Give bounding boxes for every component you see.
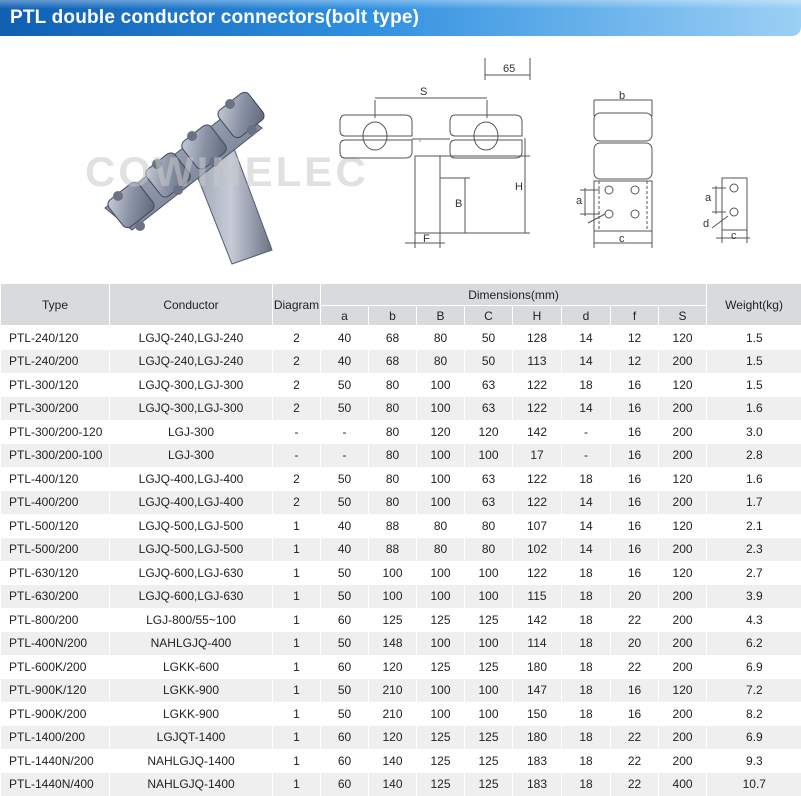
cell-a: 50	[321, 397, 369, 421]
cell-conductor: LGJQ-300,LGJ-300	[110, 373, 273, 397]
cell-diagram: 2	[273, 467, 321, 491]
page-title: PTL double conductor connectors(bolt type)	[10, 7, 419, 29]
table-body	[1, 326, 801, 796]
cell-d: 18	[562, 655, 611, 679]
cell-s: 200	[659, 491, 707, 515]
cell-s: 200	[659, 655, 707, 679]
cell-conductor: LGJQ-240,LGJ-240	[110, 350, 273, 374]
cell-conductor: LGJ-300	[110, 420, 273, 444]
cell-b: 80	[417, 538, 465, 562]
cell-diagram: 2	[273, 350, 321, 374]
cell-s: 200	[659, 726, 707, 750]
header-type: Type	[1, 284, 110, 326]
cell-b: 80	[417, 326, 465, 350]
cell-b: 80	[369, 420, 417, 444]
cell-diagram: 1	[273, 632, 321, 656]
cell-type: PTL-400/120	[1, 467, 110, 491]
cell-b: 125	[417, 608, 465, 632]
cell-b: 125	[417, 773, 465, 796]
cell-s: 200	[659, 702, 707, 726]
cell-h: 180	[513, 726, 562, 750]
cell-diagram: 1	[273, 561, 321, 585]
cell-b: 80	[417, 350, 465, 374]
cell-s: 120	[659, 514, 707, 538]
cell-s: 200	[659, 632, 707, 656]
cell-f: 16	[611, 373, 659, 397]
table-row	[1, 397, 801, 421]
cell-f: 16	[611, 561, 659, 585]
cell-b: 80	[369, 444, 417, 468]
cell-diagram: 2	[273, 373, 321, 397]
cell-a: 50	[321, 679, 369, 703]
cell-d: 14	[562, 350, 611, 374]
cell-conductor: LGJQ-400,LGJ-400	[110, 467, 273, 491]
cell-b: 80	[369, 467, 417, 491]
cell-f: 16	[611, 467, 659, 491]
cell-s: 200	[659, 420, 707, 444]
cell-b: 125	[417, 749, 465, 773]
header-dimensions: Dimensions(mm)	[321, 284, 707, 306]
cell-diagram: 1	[273, 514, 321, 538]
table-row	[1, 608, 801, 632]
figure-area	[0, 38, 801, 283]
cell-d: -	[562, 420, 611, 444]
cell-f: 20	[611, 632, 659, 656]
cell-h: 142	[513, 420, 562, 444]
cell-f: 20	[611, 585, 659, 609]
cell-d: 14	[562, 491, 611, 515]
cell-type: PTL-300/120	[1, 373, 110, 397]
cell-diagram: -	[273, 420, 321, 444]
cell-diagram: 2	[273, 397, 321, 421]
cell-h: 180	[513, 655, 562, 679]
cell-c: 100	[465, 702, 513, 726]
dim-label-c: c	[619, 233, 625, 245]
cell-c: 120	[465, 420, 513, 444]
cell-conductor: LGKK-900	[110, 679, 273, 703]
table-row	[1, 585, 801, 609]
cell-b: 68	[369, 350, 417, 374]
spec-table	[0, 283, 801, 796]
cell-diagram: 1	[273, 773, 321, 796]
cell-h: 122	[513, 491, 562, 515]
cell-b: 100	[417, 467, 465, 491]
cell-type: PTL-630/120	[1, 561, 110, 585]
cell-weight: 7.2	[707, 679, 801, 703]
cell-conductor: LGKK-600	[110, 655, 273, 679]
cell-weight: 6.9	[707, 655, 801, 679]
cell-f: 12	[611, 326, 659, 350]
cell-b: 140	[369, 773, 417, 796]
cell-a: 50	[321, 632, 369, 656]
cell-type: PTL-400/200	[1, 491, 110, 515]
cell-d: -	[562, 444, 611, 468]
cell-conductor: LGJQ-300,LGJ-300	[110, 397, 273, 421]
cell-c: 100	[465, 632, 513, 656]
cell-f: 16	[611, 444, 659, 468]
cell-c: 50	[465, 326, 513, 350]
cell-d: 14	[562, 326, 611, 350]
cell-a: -	[321, 420, 369, 444]
dim-label-s: S	[420, 86, 427, 98]
cell-d: 18	[562, 585, 611, 609]
cell-type: PTL-400N/200	[1, 632, 110, 656]
cell-type: PTL-630/200	[1, 585, 110, 609]
cell-b: 125	[417, 726, 465, 750]
cell-h: 114	[513, 632, 562, 656]
cell-b: 100	[417, 397, 465, 421]
cell-weight: 3.0	[707, 420, 801, 444]
cell-b: 100	[369, 561, 417, 585]
cell-weight: 9.3	[707, 749, 801, 773]
cell-type: PTL-900K/120	[1, 679, 110, 703]
table-row	[1, 373, 801, 397]
cell-conductor: LGJQ-500,LGJ-500	[110, 514, 273, 538]
table-row	[1, 702, 801, 726]
cell-conductor: LGJQ-600,LGJ-630	[110, 585, 273, 609]
cell-weight: 3.9	[707, 585, 801, 609]
cell-conductor: LGJ-800/55~100	[110, 608, 273, 632]
cell-b: 80	[369, 491, 417, 515]
cell-conductor: LGJQ-600,LGJ-630	[110, 561, 273, 585]
cell-d: 18	[562, 632, 611, 656]
cell-b: 125	[369, 608, 417, 632]
cell-h: 122	[513, 561, 562, 585]
cell-b: 120	[417, 420, 465, 444]
cell-h: 115	[513, 585, 562, 609]
cell-s: 120	[659, 467, 707, 491]
cell-b: 210	[369, 679, 417, 703]
cell-c: 100	[465, 561, 513, 585]
cell-b: 80	[369, 397, 417, 421]
cell-b: 120	[369, 726, 417, 750]
cell-conductor: LGJQ-400,LGJ-400	[110, 491, 273, 515]
cell-a: 50	[321, 585, 369, 609]
cell-a: 50	[321, 373, 369, 397]
cell-f: 16	[611, 679, 659, 703]
dim-label-d: d	[703, 218, 709, 230]
cell-b: 125	[417, 655, 465, 679]
table-row	[1, 655, 801, 679]
cell-h: 102	[513, 538, 562, 562]
header-dim-3: C	[465, 306, 513, 326]
cell-f: 16	[611, 491, 659, 515]
cell-weight: 2.3	[707, 538, 801, 562]
cell-d: 18	[562, 773, 611, 796]
cell-b: 100	[417, 373, 465, 397]
cell-b: 100	[417, 585, 465, 609]
header-dim-2: B	[417, 306, 465, 326]
cell-a: 60	[321, 773, 369, 796]
cell-conductor: LGJ-300	[110, 444, 273, 468]
cell-diagram: 1	[273, 655, 321, 679]
table-row	[1, 632, 801, 656]
cell-s: 120	[659, 373, 707, 397]
cell-a: 40	[321, 538, 369, 562]
header-conductor: Conductor	[110, 284, 273, 326]
cell-h: 150	[513, 702, 562, 726]
cell-weight: 1.7	[707, 491, 801, 515]
cell-s: 200	[659, 444, 707, 468]
cell-b: 100	[369, 585, 417, 609]
table-row	[1, 773, 801, 796]
dim-label-b: b	[619, 90, 625, 102]
cell-d: 18	[562, 702, 611, 726]
cell-diagram: 1	[273, 679, 321, 703]
cell-b: 80	[369, 373, 417, 397]
cell-f: 16	[611, 702, 659, 726]
cell-type: PTL-600K/200	[1, 655, 110, 679]
cell-s: 200	[659, 397, 707, 421]
cell-f: 16	[611, 538, 659, 562]
cell-b: 68	[369, 326, 417, 350]
cell-weight: 8.2	[707, 702, 801, 726]
cell-b: 88	[369, 514, 417, 538]
table-row	[1, 514, 801, 538]
cell-c: 63	[465, 397, 513, 421]
cell-conductor: LGKK-900	[110, 702, 273, 726]
watermark: COWINELEC	[85, 148, 369, 196]
cell-s: 200	[659, 538, 707, 562]
cell-b: 148	[369, 632, 417, 656]
cell-d: 18	[562, 726, 611, 750]
cell-diagram: 1	[273, 538, 321, 562]
cell-s: 200	[659, 608, 707, 632]
cell-type: PTL-800/200	[1, 608, 110, 632]
cell-weight: 2.7	[707, 561, 801, 585]
cell-b: 140	[369, 749, 417, 773]
cell-s: 400	[659, 773, 707, 796]
cell-diagram: 1	[273, 702, 321, 726]
title-bar	[0, 0, 801, 38]
cell-c: 80	[465, 514, 513, 538]
cell-conductor: NAHLGJQ-400	[110, 632, 273, 656]
dim-label-65: 65	[503, 63, 515, 75]
cell-b: 100	[417, 679, 465, 703]
dim-label-bb: B	[455, 198, 462, 210]
cell-weight: 10.7	[707, 773, 801, 796]
cell-a: 60	[321, 749, 369, 773]
dim-label-c2: c	[731, 230, 737, 242]
cell-conductor: LGJQT-1400	[110, 726, 273, 750]
cell-h: 128	[513, 326, 562, 350]
cell-h: 113	[513, 350, 562, 374]
cell-weight: 1.6	[707, 397, 801, 421]
cell-d: 18	[562, 608, 611, 632]
cell-f: 16	[611, 514, 659, 538]
cell-a: 50	[321, 491, 369, 515]
cell-s: 120	[659, 561, 707, 585]
cell-type: PTL-300/200-100	[1, 444, 110, 468]
cell-weight: 6.9	[707, 726, 801, 750]
cell-a: -	[321, 444, 369, 468]
cell-s: 120	[659, 679, 707, 703]
cell-c: 125	[465, 655, 513, 679]
cell-c: 125	[465, 773, 513, 796]
cell-c: 63	[465, 491, 513, 515]
cell-a: 60	[321, 726, 369, 750]
cell-h: 122	[513, 373, 562, 397]
cell-a: 60	[321, 655, 369, 679]
table-row	[1, 420, 801, 444]
cell-f: 22	[611, 749, 659, 773]
cell-conductor: LGJQ-240,LGJ-240	[110, 326, 273, 350]
cell-diagram: 1	[273, 585, 321, 609]
dim-label-f: F	[423, 233, 430, 245]
header-dim-1: b	[369, 306, 417, 326]
cell-d: 14	[562, 397, 611, 421]
cell-a: 50	[321, 702, 369, 726]
header-dim-4: H	[513, 306, 562, 326]
cell-c: 50	[465, 350, 513, 374]
cell-type: PTL-900K/200	[1, 702, 110, 726]
cell-c: 125	[465, 608, 513, 632]
cell-c: 80	[465, 538, 513, 562]
cell-weight: 1.5	[707, 373, 801, 397]
cell-b: 100	[417, 561, 465, 585]
cell-c: 100	[465, 585, 513, 609]
cell-c: 100	[465, 679, 513, 703]
dim-label-a2: a	[705, 192, 711, 204]
cell-h: 122	[513, 467, 562, 491]
cell-b: 80	[417, 514, 465, 538]
cell-f: 12	[611, 350, 659, 374]
cell-conductor: LGJQ-500,LGJ-500	[110, 538, 273, 562]
header-dim-6: f	[611, 306, 659, 326]
cell-h: 142	[513, 608, 562, 632]
table-row	[1, 538, 801, 562]
table-row	[1, 491, 801, 515]
cell-d: 18	[562, 561, 611, 585]
cell-f: 16	[611, 420, 659, 444]
cell-a: 40	[321, 350, 369, 374]
cell-weight: 1.5	[707, 326, 801, 350]
cell-c: 63	[465, 373, 513, 397]
cell-diagram: 2	[273, 491, 321, 515]
cell-b: 120	[369, 655, 417, 679]
table-row	[1, 749, 801, 773]
cell-conductor: NAHLGJQ-1400	[110, 749, 273, 773]
cell-b: 100	[417, 702, 465, 726]
cell-h: 122	[513, 397, 562, 421]
cell-h: 17	[513, 444, 562, 468]
cell-weight: 1.6	[707, 467, 801, 491]
cell-weight: 2.1	[707, 514, 801, 538]
cell-weight: 2.8	[707, 444, 801, 468]
cell-weight: 6.2	[707, 632, 801, 656]
cell-weight: 1.5	[707, 350, 801, 374]
cell-type: PTL-1400/200	[1, 726, 110, 750]
cell-conductor: NAHLGJQ-1400	[110, 773, 273, 796]
table-row	[1, 561, 801, 585]
cell-f: 22	[611, 726, 659, 750]
cell-b: 88	[369, 538, 417, 562]
cell-b: 100	[417, 444, 465, 468]
table-row	[1, 350, 801, 374]
cell-s: 120	[659, 326, 707, 350]
cell-h: 183	[513, 749, 562, 773]
table-row	[1, 679, 801, 703]
cell-b: 100	[417, 632, 465, 656]
cell-type: PTL-240/120	[1, 326, 110, 350]
cell-b: 210	[369, 702, 417, 726]
header-dim-7: S	[659, 306, 707, 326]
cell-diagram: 1	[273, 749, 321, 773]
table-row	[1, 467, 801, 491]
cell-s: 200	[659, 350, 707, 374]
header-weight: Weight(kg)	[707, 284, 801, 326]
cell-diagram: -	[273, 444, 321, 468]
cell-c: 125	[465, 726, 513, 750]
cell-b: 100	[417, 491, 465, 515]
cell-h: 183	[513, 773, 562, 796]
cell-s: 200	[659, 585, 707, 609]
cell-c: 125	[465, 749, 513, 773]
cell-a: 40	[321, 514, 369, 538]
cell-d: 18	[562, 373, 611, 397]
cell-a: 50	[321, 467, 369, 491]
table-row	[1, 444, 801, 468]
cell-d: 18	[562, 467, 611, 491]
dim-label-h: H	[515, 181, 523, 193]
header-dim-0: a	[321, 306, 369, 326]
cell-h: 147	[513, 679, 562, 703]
cell-d: 14	[562, 514, 611, 538]
cell-d: 18	[562, 749, 611, 773]
cell-c: 63	[465, 467, 513, 491]
header-dim-5: d	[562, 306, 611, 326]
header-diagram: Diagram	[273, 284, 321, 326]
cell-weight: 4.3	[707, 608, 801, 632]
cell-f: 22	[611, 608, 659, 632]
cell-type: PTL-1440N/200	[1, 749, 110, 773]
cell-f: 22	[611, 773, 659, 796]
cell-a: 40	[321, 326, 369, 350]
cell-diagram: 1	[273, 726, 321, 750]
cell-type: PTL-1440N/400	[1, 773, 110, 796]
cell-d: 18	[562, 679, 611, 703]
cell-diagram: 2	[273, 326, 321, 350]
cell-d: 14	[562, 538, 611, 562]
front-view-drawing	[0, 38, 801, 283]
table-row	[1, 326, 801, 350]
cell-diagram: 1	[273, 608, 321, 632]
dim-label-a: a	[576, 195, 582, 207]
cell-a: 50	[321, 561, 369, 585]
cell-a: 60	[321, 608, 369, 632]
cell-c: 100	[465, 444, 513, 468]
cell-type: PTL-500/120	[1, 514, 110, 538]
cell-type: PTL-240/200	[1, 350, 110, 374]
cell-h: 107	[513, 514, 562, 538]
cell-f: 16	[611, 397, 659, 421]
cell-type: PTL-300/200	[1, 397, 110, 421]
cell-type: PTL-300/200-120	[1, 420, 110, 444]
cell-f: 22	[611, 655, 659, 679]
table-row	[1, 726, 801, 750]
cell-type: PTL-500/200	[1, 538, 110, 562]
cell-s: 200	[659, 749, 707, 773]
